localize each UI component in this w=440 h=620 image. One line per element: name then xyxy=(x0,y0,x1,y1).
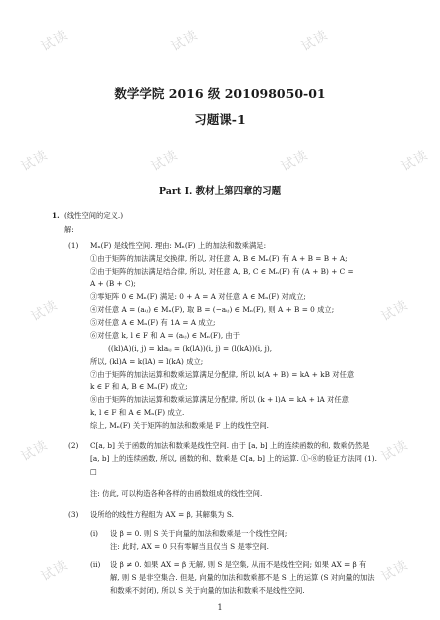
page-number: 1 xyxy=(217,603,223,612)
case-note: 注: 此时, AX = 0 只有零解当且仅当 S 是零空间. xyxy=(110,542,270,551)
watermark-text: 试读 xyxy=(29,297,61,325)
part-heading: Part I. 教材上第四章的习题 xyxy=(158,186,282,197)
case-line: 设 β ≠ 0. 如果 AX = β 无解, 则 S 是空集, 从而不是线性空间; 如果 AX = β 有 xyxy=(110,560,367,569)
sub1-item: 所以, (kl)A = k(lA) = l(kA) 成立; xyxy=(90,357,204,366)
sub1-item: ⑦由于矩阵的加法运算和数乘运算满足分配律, 所以 k(A + B) = kA + kB 对任意 xyxy=(90,370,355,379)
sub1-intro: Mₙ(F) 是线性空间. 理由: Mₙ(F) 上的加法和数乘满足: xyxy=(90,241,267,250)
sub1-item: ⑥对任意 k, l ∈ F 和 A = (aᵢⱼ) ∈ Mₙ(F), 由于 xyxy=(90,331,241,340)
sub1-item: ⑧由于矩阵的加法运算和数乘运算满足分配律, 所以 (k + l)A = kA + lA 对任意 xyxy=(90,395,349,404)
sub1-item: A + (B + C); xyxy=(90,279,136,288)
case-line: 设 β = 0. 则 S 关于向量的加法和数乘是一个线性空间; xyxy=(110,529,288,538)
sub1-label: (1) xyxy=(68,241,79,250)
sub1-conclusion: 综上, Mₙ(F) 关于矩阵的加法和数乘是 F 上的线性空间. xyxy=(90,421,270,430)
document-subtitle: 习题课-1 xyxy=(194,112,246,127)
sub1-item: k ∈ F 和 A, B ∈ Mₙ(F) 成立; xyxy=(90,382,188,391)
watermark-text: 试读 xyxy=(39,557,71,585)
watermark-text: 试读 xyxy=(379,437,411,465)
sub3-label: (3) xyxy=(68,510,79,519)
watermark-text: 试读 xyxy=(39,27,71,55)
watermark-text: 试读 xyxy=(19,437,51,465)
case-line: 解, 则 S 是非空集合. 但是, 向量的加法和数乘都不是 S 上的运算 (S 对向量的加法 xyxy=(110,573,375,582)
solution-label: 解: xyxy=(64,225,74,234)
sub1-formula: ((kl)A)(i, j) = klaᵢⱼ = (k(lA))(i, j) = (l(kA))(i, j), xyxy=(108,344,273,353)
sub1-item: ②由于矩阵的加法满足结合律, 所以, 对任意 A, B, C ∈ Mₙ(F) 有 (A + B) + C = xyxy=(90,267,354,276)
sub2-note: 注: 仿此, 可以构造各种各样的由函数组成的线性空间. xyxy=(90,489,263,498)
case-line: 和数乘不封闭), 所以 S 关于向量的加法和数乘不是线性空间. xyxy=(110,586,305,595)
problem-number: 1. xyxy=(52,211,60,220)
watermark-text: 试读 xyxy=(299,27,331,55)
sub1-item: k, l ∈ F 和 A ∈ Mₙ(F) 成立. xyxy=(90,408,185,417)
sub3-intro: 设所给的线性方程组为 AX = β, 其解集为 S. xyxy=(90,510,234,519)
qed-symbol: □ xyxy=(90,467,97,476)
sub1-item: ⑤对任意 A ∈ Mₙ(F) 有 1A = A 成立; xyxy=(90,318,216,327)
watermark-text: 试读 xyxy=(19,147,51,175)
sub2-line: C[a, b] 关于函数的加法和数乘是线性空间. 由于 [a, b] 上的连续函数的和, 数乘仍然是 xyxy=(90,441,370,450)
sub1-item: ④对任意 A = (aᵢⱼ) ∈ Mₙ(F), 取 B = (−aᵢⱼ) ∈ Mₙ(F), 则 A + B = 0 成立; xyxy=(90,305,335,314)
watermark-text: 试读 xyxy=(279,147,311,175)
sub1-item: ③零矩阵 0 ∈ Mₙ(F) 满足: 0 + A = A 对任意 A ∈ Mₙ(F) 对成立; xyxy=(90,292,306,301)
sub2-line: [a, b] 上的连续函数, 所以, 函数的和、数乘是 C[a, b] 上的运算. ①-⑧的验证方法同 (1). xyxy=(90,454,377,463)
watermark-text: 试读 xyxy=(169,27,201,55)
case-label: (ii) xyxy=(90,560,101,569)
problem-statement: (线性空间的定义.) xyxy=(64,211,124,220)
sub1-item: ①由于矩阵的加法满足交换律, 所以, 对任意 A, B ∈ Mₙ(F) 有 A + B = B + A; xyxy=(90,254,348,263)
case-label: (i) xyxy=(90,529,99,538)
document-title: 数学学院 2016 级 201098050-01 xyxy=(114,86,326,101)
watermark-text: 试读 xyxy=(399,147,431,175)
sub2-label: (2) xyxy=(68,441,79,450)
watermark-text: 试读 xyxy=(149,147,181,175)
watermark-text: 试读 xyxy=(379,557,411,585)
watermark-text: 试读 xyxy=(379,297,411,325)
